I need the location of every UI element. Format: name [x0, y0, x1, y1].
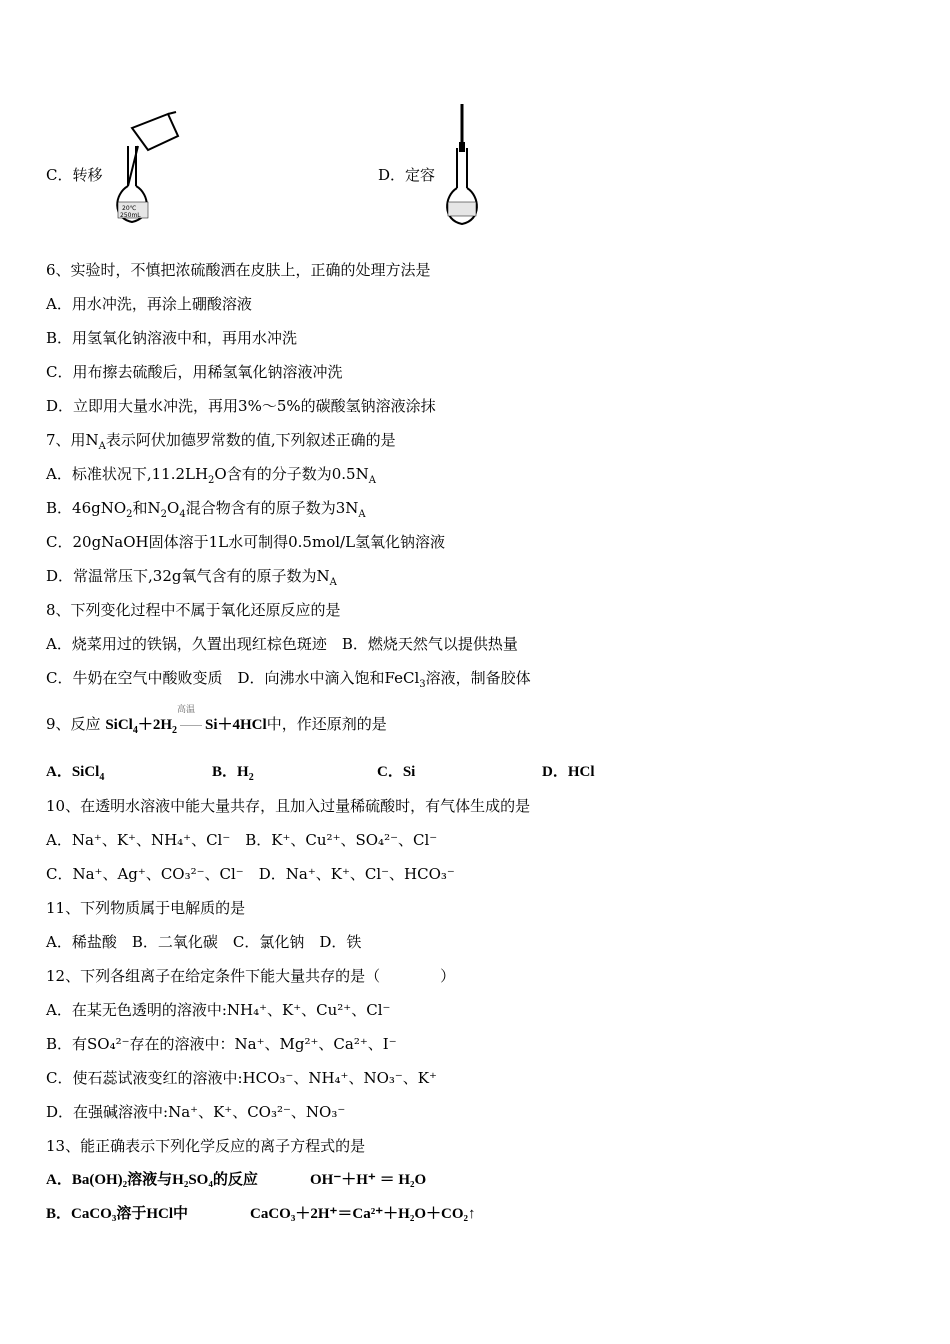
q13-option-a-desc: A．Ba(OH)₂溶液与H₂SO₄的反应 [46, 1172, 258, 1188]
q13-stem: 13、能正确表示下列化学反应的离子方程式的是 [46, 1137, 366, 1155]
q7-option-a: A．标准状况下$,11.2LH_2O$含有的分子数为$0.5N_A$ [46, 465, 376, 486]
q11-options: A．稀盐酸 B．二氧化碳 C．氯化钠 D．铁 [46, 933, 362, 951]
q9-option-b: B．$H_2$ [212, 764, 254, 783]
q8-options-cd: C．牛奶在空气中酸败变质 D．向沸水中滴入饱和FeCl$_3$溶液，制备胶体 [46, 669, 531, 690]
q13-option-b-equation: CaCO₃＋2H⁺＝Ca²⁺＋H₂O＋CO₂↑ [250, 1206, 476, 1222]
q9-stem: 9、反应 $SiCl_4+2H_2$ 高温 Si＋4HCl中，作还原剂的是 [46, 714, 387, 735]
q6-option-c: C．用布擦去硫酸后，用稀氢氧化钠溶液冲洗 [46, 363, 343, 381]
q13-option-a-equation: OH⁻＋H⁺ ＝ H₂O [310, 1172, 427, 1188]
q11-stem: 11、下列物质属于电解质的是 [46, 899, 246, 917]
q8-options-ab: A．烧菜用过的铁锅，久置出现红棕色斑迹 B．燃烧天然气以提供热量 [46, 635, 518, 653]
q12-option-b: B．有SO₄²⁻存在的溶液中：Na⁺、Mg²⁺、Ca²⁺、I⁻ [46, 1035, 397, 1053]
q12-stem: 12、下列各组离子在给定条件下能大量共存的是（ ） [46, 967, 456, 985]
q12-option-d: D．在强碱溶液中:Na⁺、K⁺、CO₃²⁻、NO₃⁻ [46, 1103, 346, 1121]
q8-stem: 8、下列变化过程中不属于氧化还原反应的是 [46, 601, 341, 619]
q6-option-a: A．用水冲洗，再涂上硼酸溶液 [46, 295, 252, 313]
q10-options-ab: A．Na⁺、K⁺、NH₄⁺、Cl⁻ B．K⁺、Cu²⁺、SO₄²⁻、Cl⁻ [46, 831, 438, 849]
q12-option-a: A．在某无色透明的溶液中:NH₄⁺、K⁺、Cu²⁺、Cl⁻ [46, 1001, 391, 1019]
q10-options-cd: C．Na⁺、Ag⁺、CO₃²⁻、Cl⁻ D．Na⁺、K⁺、Cl⁻、HCO₃⁻ [46, 865, 455, 883]
volumetric-flask-transfer-icon [110, 106, 190, 228]
svg-text:20℃: 20℃ [122, 205, 137, 212]
q7-option-c: C．20gNaOH固体溶于1L水可制得0.5mol/L氢氧化钠溶液 [46, 533, 446, 551]
q6-option-d: D．立即用大量水冲洗，再用3%～5%的碳酸氢钠溶液涂抹 [46, 397, 436, 415]
q5-option-c-label: C．转移 [46, 166, 103, 184]
q9-condition: 高温 [177, 705, 196, 715]
q9-option-c: C．Si [377, 764, 416, 780]
q9-option-a: A．SiCl$_4$ [46, 764, 105, 783]
q6-option-b: B．用氢氧化钠溶液中和，再用水冲洗 [46, 329, 298, 347]
q12-option-c: C．使石蕊试液变红的溶液中:HCO₃⁻、NH₄⁺、NO₃⁻、K⁺ [46, 1069, 437, 1087]
q9-option-d: D．HCl [542, 764, 595, 780]
q13-option-b-desc: B．CaCO₃溶于HCl中 [46, 1206, 189, 1222]
q7-option-d: D．常温常压下,32g氧气含有的原子数为$N_A$ [46, 567, 337, 588]
volumetric-flask-dropper-icon [440, 102, 490, 230]
q7-option-b: B．46gNO$_2$和$N_2O_4$混合物含有的原子数为$3N_A$ [46, 499, 366, 520]
q10-stem: 10、在透明水溶液中能大量共存，且加入过量稀硫酸时，有气体生成的是 [46, 797, 531, 815]
q5-option-d-label: D．定容 [378, 166, 436, 184]
q7-stem: 7、用$N_A$表示阿伏加德罗常数的值,下列叙述正确的是 [46, 431, 396, 452]
svg-text:250mL: 250mL [120, 212, 141, 219]
q6-stem: 6、实验时，不慎把浓硫酸洒在皮肤上，正确的处理方法是 [46, 261, 431, 279]
